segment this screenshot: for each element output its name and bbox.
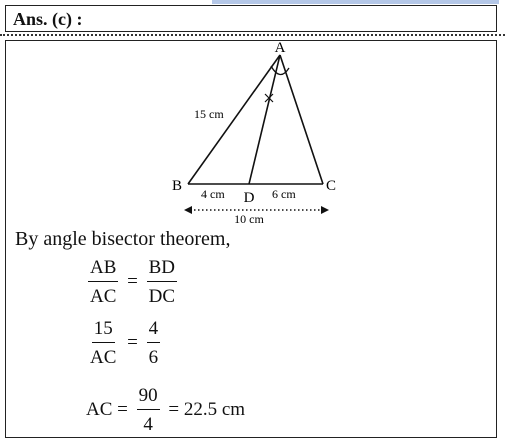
fraction-90-4 [137, 386, 160, 434]
triangle-figure [160, 40, 360, 230]
top-accent-bar [212, 0, 499, 4]
numerator: 90 [137, 386, 160, 410]
denominator: AC [90, 286, 117, 307]
fraction-ab-ac [88, 258, 118, 306]
vertex-d-label: D [243, 190, 255, 206]
numerator: 4 [147, 319, 161, 343]
equation-ratio [86, 258, 179, 306]
denominator: AC [90, 347, 117, 368]
base-bc-label: 10 cm [234, 212, 264, 226]
vertex-a-label: A [274, 40, 286, 56]
equals-sign: = [127, 271, 138, 292]
theorem-statement: By angle bisector theorem, [15, 228, 231, 250]
answer-label: Ans. (c) : [13, 9, 83, 29]
vertex-c-label: C [326, 178, 337, 194]
numerator: BD [147, 258, 177, 282]
segment-bd-label: 4 cm [201, 187, 225, 201]
side-ac [280, 55, 323, 184]
numerator: 15 [92, 319, 115, 343]
arrow-right-icon [321, 206, 329, 214]
result-value: = 22.5 cm [168, 399, 246, 420]
arrow-left-icon [184, 206, 192, 214]
vertex-b-label: B [172, 178, 183, 194]
equation-result [84, 386, 247, 434]
equals-sign: = [127, 332, 138, 353]
equation-substitution [86, 319, 162, 367]
fraction-4-6 [147, 319, 161, 367]
segment-dc-label: 6 cm [272, 187, 296, 201]
bisector-ad [249, 55, 280, 184]
side-ab-label: 15 cm [194, 107, 224, 121]
fraction-15-ac [88, 319, 118, 367]
dotted-separator [0, 34, 505, 36]
denominator: 4 [143, 414, 153, 435]
denominator: 6 [148, 347, 159, 368]
numerator: AB [88, 258, 118, 282]
fraction-bd-dc [147, 258, 177, 306]
denominator: DC [148, 286, 176, 307]
result-prefix: AC = [86, 399, 128, 420]
